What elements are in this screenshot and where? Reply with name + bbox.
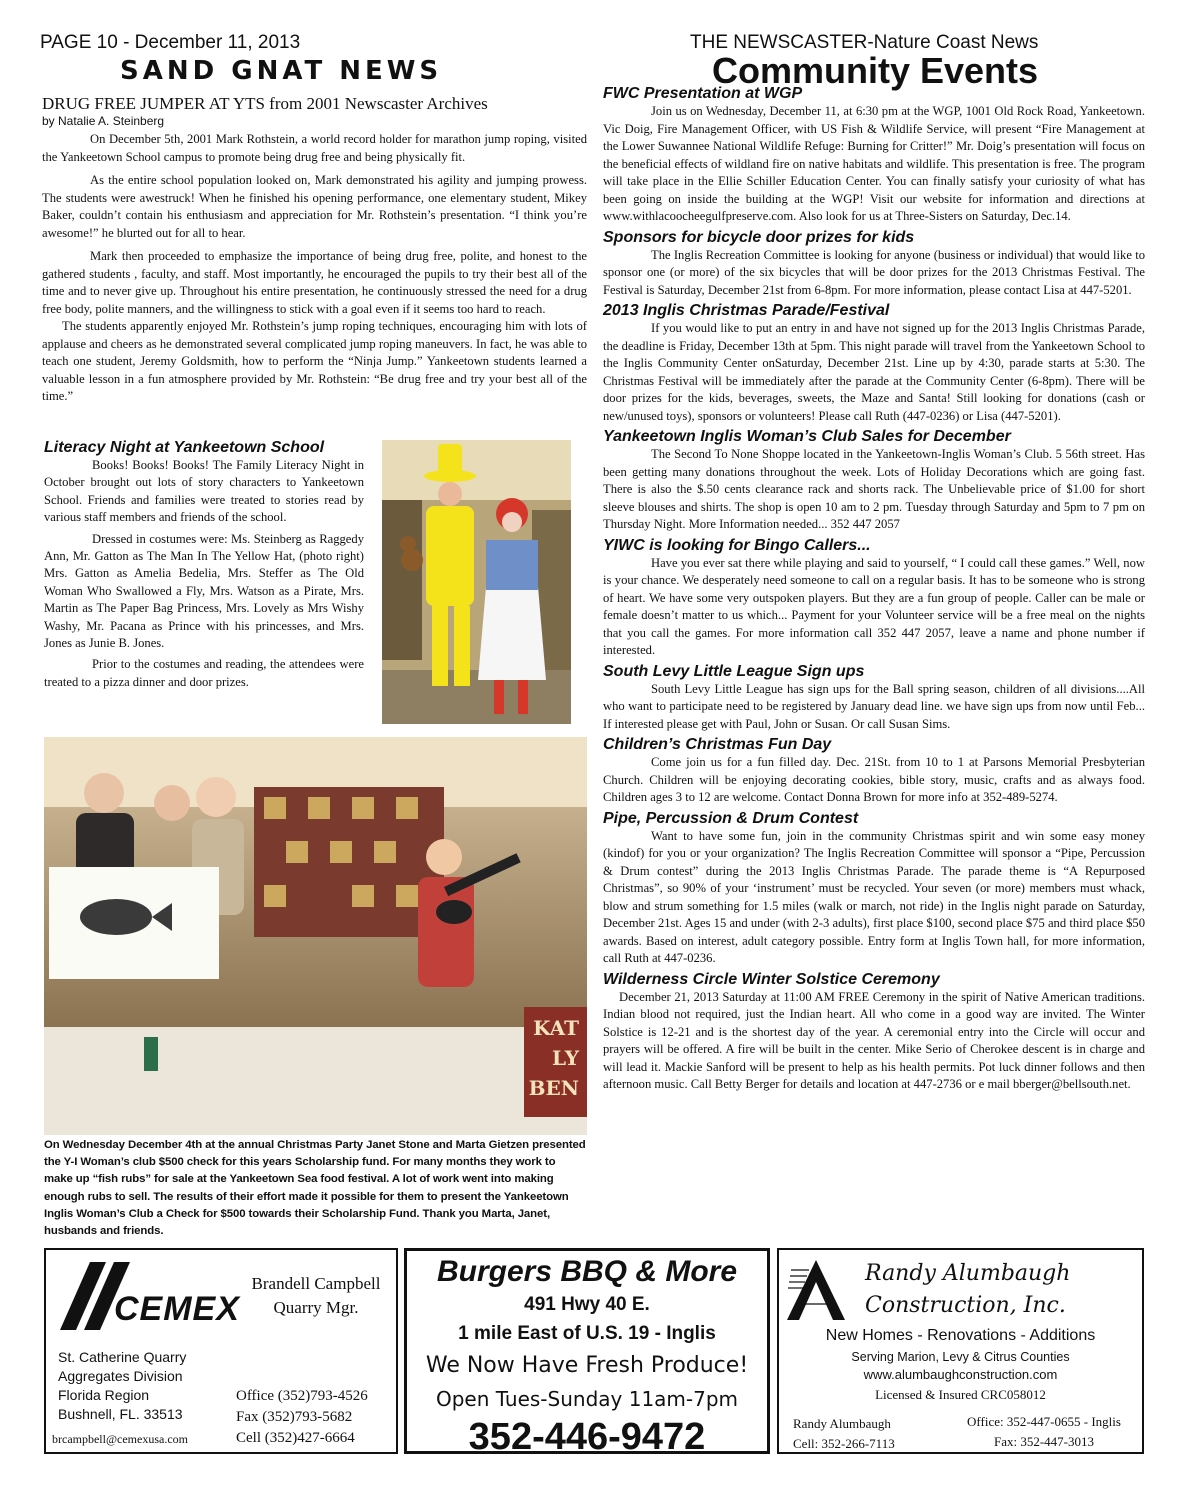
alumbaugh-name-line: Construction, Inc.	[865, 1293, 1066, 1318]
event-text	[603, 681, 1145, 734]
jumper-paragraph: Mark then proceeded to emphasize the importance of being drug free, polite, and honest to the gathered students , faculty, and staff. Most importantly, he encouraged the pupils to try their best all of the time and to never give up. Throughout his entire presentation, he continuously stressed the need for a drug free body, polite manners, and the willingness to stick with a goal even if it seems too hard to reach.	[42, 249, 587, 316]
alumbaugh-website: www.alumbaughconstruction.com	[863, 1367, 1058, 1382]
event-paragraph: South Levy Little League has sign ups for the Ball spring season, children of all divisions....All who want to participate need to be registered by January dead line. we have sign ups from now until Feb... If interested please get with Paul, John or Susan. Or call Susan Sims.	[603, 681, 1145, 731]
event-paragraph: Come join us for a fun filled day. Dec. 21St. from 10 to 1 at Parsons Memorial Presbyterian Church. Children will be enjoying decorating cookies, bible story, music, crafts and as always food. Children ages 3 to 12 are welcome. Contact Donna Brown for more info at 352-489-5274.	[603, 755, 1145, 804]
event-title: Pipe, Percussion & Drum Contest	[603, 809, 859, 827]
quilt-sign-line: LY	[551, 1046, 579, 1070]
alumbaugh-area: Serving Marion, Levy & Citrus Counties	[851, 1350, 1070, 1364]
event-item	[603, 536, 1145, 660]
costume-photo	[382, 440, 571, 724]
event-title: 2013 Inglis Christmas Parade/Festival	[603, 302, 890, 319]
page-number-date: PAGE 10 - December 11, 2013	[40, 32, 301, 53]
event-text	[603, 989, 1145, 1094]
bbq-hours: Open Tues-Sunday 11am-7pm	[435, 1387, 739, 1411]
event-paragraph: Want to have some fun, join in the community Christmas spirit and win some easy money (kindof) for you or your organization? The Inglis Recreation Committee will sponsor a “Pipe, Percussion & Drum contest” during the 2013 Inglis Christmas Parade. The parade theme is “A Repurposed Christmas”, so 90% of your ‘instrument’ must be recycled. Your seven (or more) members must whack, blow and strum something for 1.5 miles (walk or march, not ride) in the Inglis night parade on Saturday, December 21st. Ages 15 and under (with 2-3 adults), first place $100, second place $75 and third place $50 awards. Based on interest, adult category possible. Entry form at Inglis Town hall, for more information, call Ruth at 447-0236.	[603, 828, 1145, 965]
event-text	[603, 555, 1145, 660]
cemex-phone: Office (352)793-4526	[236, 1388, 368, 1404]
event-title: South Levy Little League Sign ups	[603, 662, 865, 680]
event-title: Wilderness Circle Winter Solstice Ceremony	[603, 970, 940, 988]
event-paragraph: The Inglis Recreation Committee is looking for anyone (business or individual) that would like to sponsor one (or more) of the six bicycles that will be door prizes for the 2013 Christmas Festival. The Festival is Saturday, December 21st from 6-8pm. For more information, please contact Lisa at 447-5201.	[603, 247, 1145, 297]
cemex-address-line: St. Catherine Quarry	[58, 1349, 187, 1365]
jumper-byline: by Natalie A. Steinberg	[42, 114, 165, 128]
literacy-paragraph: Books! Books! Books! The Family Literacy Night in October brought out lots of story characters to Yankeetown School. Friends and families were treated to stories read by various staff members and friends of the school.	[44, 458, 364, 525]
jumper-title: DRUG FREE JUMPER AT YTS from 2001 Newscaster Archives	[42, 94, 488, 113]
alumbaugh-name-line: Randy Alumbaugh	[865, 1261, 1071, 1286]
event-title: Yankeetown Inglis Woman’s Club Sales for December	[603, 428, 1011, 445]
event-paragraph: If you would like to put an entry in and have not signed up for the 2013 Inglis Christmas Parade, the deadline is Friday, December 13th at 5pm. This night parade will travel from the Yankeetown School to the Inglis Community Center onSaturday, December 21st. Line up by 4:30, parade starts at 5:30. The Christmas Festival will be immediately after the parade at the Community Center (6-8pm). There will be door prizes for the kids, beverages, sweets, the Maze and Santa! Still looking for donations (cash or new/unused toys), sponsors or volunteers! Please call Ruth (447-0236) or Lisa (447-5201).	[603, 321, 1145, 423]
cemex-email: brcampbell@cemexusa.com	[52, 1432, 188, 1446]
quilt-sign-line: KAT	[533, 1016, 579, 1040]
bbq-content	[407, 1251, 767, 1459]
sand-gnat-news-masthead: SAND GNAT NEWS	[120, 56, 443, 86]
event-text	[603, 754, 1145, 807]
cemex-ad	[44, 1248, 398, 1454]
alumbaugh-contact-right	[951, 1412, 1137, 1452]
cemex-contact-name: Brandell Campbell	[251, 1274, 381, 1293]
cemex-address-line: Florida Region	[58, 1387, 150, 1403]
event-item	[603, 228, 1145, 300]
bbq-produce: We Now Have Fresh Produce!	[425, 1353, 749, 1378]
event-title: FWC Presentation at WGP	[603, 85, 803, 102]
literacy-article	[44, 438, 364, 691]
alumbaugh-license: Licensed & Insured CRC058012	[875, 1387, 1046, 1402]
bbq-title: Burgers BBQ & More	[436, 1255, 738, 1288]
alumbaugh-services: New Homes - Renovations - Additions	[825, 1327, 1096, 1344]
cemex-address-line: Aggregates Division	[58, 1368, 183, 1384]
alumbaugh-contact-left	[793, 1414, 895, 1454]
literacy-body	[44, 457, 364, 691]
event-item	[603, 662, 1145, 734]
publication-name: THE NEWSCASTER-Nature Coast News	[690, 32, 1039, 53]
christmas-party-photo	[44, 737, 587, 1135]
alumbaugh-cell: Cell: 352-266-7113	[793, 1436, 895, 1451]
event-item	[603, 84, 1145, 226]
costume-photo-illustration	[382, 440, 571, 724]
event-item	[603, 427, 1145, 534]
cemex-address-line: Bushnell, FL. 33513	[58, 1406, 183, 1422]
alumbaugh-fax: Fax: 352-447-3013	[993, 1434, 1095, 1449]
quilt-sign	[529, 1013, 579, 1103]
community-events-masthead: Community Events	[712, 50, 1039, 91]
bbq-address: 491 Hwy 40 E.	[524, 1294, 650, 1315]
event-title: Sponsors for bicycle door prizes for kids	[603, 228, 915, 246]
jumper-article	[42, 94, 587, 406]
community-events-list	[603, 84, 1145, 1094]
party-photo-illustration	[44, 737, 587, 1135]
alumbaugh-name	[865, 1258, 1070, 1322]
literacy-paragraph: Prior to the costumes and reading, the attendees were treated to a pizza dinner and door prizes.	[44, 657, 364, 689]
quilt-sign-line: BEN	[528, 1076, 579, 1100]
jumper-body	[42, 131, 587, 406]
event-item	[603, 970, 1145, 1094]
event-title: Children’s Christmas Fun Day	[603, 736, 832, 753]
event-paragraph: Have you ever sat there while playing and said to yourself, “ I could call these games.” Well, now is your chance. We desperately need someone to call on a regular basis. It has to be someone who is strong of heart. We have some very outspoken players. But they are a fun group of people. Caller can be male or female doesn’t matter to us which... Payment for your Volunteer service will be a free meal on the nights that you call the games. For more information call 352 447 2057, leave a name and phone number if interested.	[603, 555, 1145, 657]
jumper-paragraph: The students apparently enjoyed Mr. Rothstein’s jump roping techniques, encouraging him with lots of applause and cheers as he demonstrated several complicated jump roping maneuvers. In fact, he was able to teach one student, Jeremy Goldsmith, how to perform the “Ninja Jump.” Yankeetown students learned a valuable lesson in a fun atmosphere provided by Mr. Rothstein: “Be drug free and try your best all of the time.”	[42, 319, 587, 403]
events-container	[603, 84, 1145, 1094]
event-text	[603, 320, 1145, 425]
event-paragraph: December 21, 2013 Saturday at 11:00 AM FREE Ceremony in the spirit of Native American traditions. Indian blood not required, just the Indian heart. All who come in a good way are invited. The Winter Solstice is 12-21 and is the shortest day of the year. A ceremonial entry into the Circle will occur and prayers will be offered. A fire will be built in the center. Mike Serio of Cherokee descent is in charge and will lead it. Mackie Sanford will be present to help as his health permits. Pot luck dinner follows and then afternoon music. Call Betty Berger for details and location at 447-2736 or e mail bberger@bellsouth.net.	[603, 989, 1145, 1091]
event-item	[603, 301, 1145, 425]
event-title: YIWC is looking for Bingo Callers...	[603, 536, 871, 554]
event-text	[603, 828, 1145, 968]
cemex-wordmark: CEMEX	[114, 1290, 240, 1328]
burgers-bbq-ad	[404, 1248, 770, 1458]
cemex-phone: Cell (352)427-6664	[236, 1430, 355, 1446]
cemex-contact	[236, 1272, 396, 1320]
letter-a-logo-icon	[787, 1260, 845, 1320]
alumbaugh-logo	[787, 1260, 845, 1325]
alumbaugh-contact-name: Randy Alumbaugh	[793, 1416, 891, 1431]
cemex-phones	[236, 1386, 368, 1449]
literacy-paragraph: Dressed in costumes were: Ms. Steinberg as Raggedy Ann, Mr. Gatton as The Man In The Yellow Hat, (photo right) Mrs. Gatton as Amelia Bedelia, Mrs. Steffer as The Old Woman Who Swallowed a Fly, Mrs. Watson as a Pirate, Mrs. Martin as The Paper Bag Princess, Mrs. Lovely as Mrs Wishy Washy, Mr. Pacana as Prince with his princesses, and Mrs. Jones as Junie B. Jones.	[44, 531, 364, 651]
bbq-phone: 352-446-9472	[468, 1416, 706, 1458]
event-text	[603, 446, 1145, 534]
jumper-paragraph: As the entire school population looked on, Mark demonstrated his agility and jumping prowess. The students were awestruck! When he finished his opening performance, one elementary student, Mikey Baker, couldn’t contain his enthusiasm and appreciation for Mr. Rothstein’s presentation. “I think you’re awesome!” he blurted out for all to hear.	[42, 173, 587, 240]
cemex-contact-role: Quarry Mgr.	[273, 1298, 359, 1317]
event-text	[603, 247, 1145, 300]
event-text	[603, 103, 1145, 226]
event-paragraph: Join us on Wednesday, December 11, at 6:30 pm at the WGP, 1001 Old Rock Road, Yankeetown. Vic Doig, Fire Management Officer, with US Fish & Wildlife Service, will present “Fire Management at the Lower Suwannee National Wildlife Refuge: Burning for Critter!” Mr. Doig’s presentation will focus on the beneficial effects of wildland fire on native habitats and wildlife. This presentation is free. The program will take place in the Ellie Schiller Education Center. You can finally satisfy your curiosity of what has been going on inside the building at the WGP! Visit our website for information and directions at www.withlacoocheegulfpreserve.com. Also look for us at Three-Sisters on Saturday, Dec.14.	[603, 104, 1145, 223]
party-photo-caption: On Wednesday December 4th at the annual Christmas Party Janet Stone and Marta Gietzen presented the Y-I Woman’s club $500 check for this years Scholarship fund. For many months they work to make up “fish rubs” for sale at the Yankeetown Sea food festival. A lot of work went into making enough rubs to sell. The results of their effort made it possible for them to present the Yankeetown Inglis Woman’s Club a Check for $500 towards their Scholarship Fund. Thank you Marta, Janet, husbands and friends.	[44, 1139, 586, 1238]
bbq-directions: 1 mile East of U.S. 19 - Inglis	[458, 1323, 716, 1344]
cemex-address	[58, 1348, 186, 1424]
cemex-phone: Fax (352)793-5682	[236, 1409, 353, 1425]
event-item	[603, 735, 1145, 807]
alumbaugh-office: Office: 352-447-0655 - Inglis	[967, 1414, 1121, 1429]
jumper-paragraph: On December 5th, 2001 Mark Rothstein, a world record holder for marathon jump roping, visited the Yankeetown School campus to promote being drug free and being physically fit.	[42, 132, 587, 164]
event-paragraph: The Second To None Shoppe located in the Yankeetown-Inglis Woman’s Club. 5 56th street. Has been getting many donations throughout the week. Lots of Holiday Decorations which are going fast. There is also the $.50 cents clearance rack and shorts rack. The Unbelievable price of $1.00 for short sleeve blouses and shirts. The shop is open 10 am to 2 pm. Tuesday through Saturday and 5pm to 7 pm on Thursday Night. More Information needed... 352 447 2057	[603, 447, 1145, 531]
event-item	[603, 809, 1145, 968]
alumbaugh-construction-ad	[777, 1248, 1144, 1454]
literacy-title: Literacy Night at Yankeetown School	[44, 439, 325, 456]
